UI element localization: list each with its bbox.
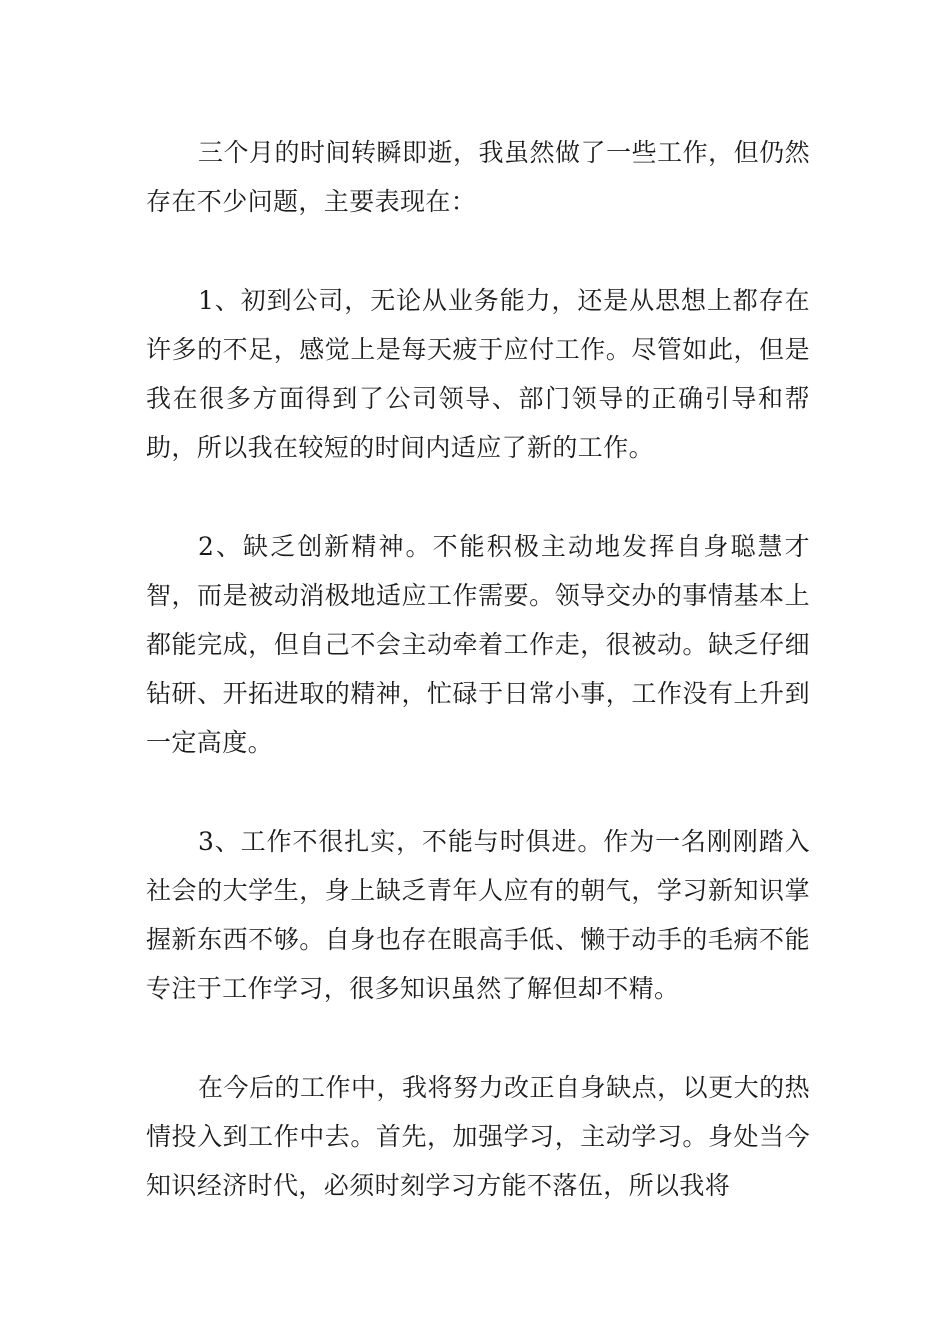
document-body — [146, 128, 810, 1260]
paragraph-plan: 在今后的工作中，我将努力改正自身缺点，以更大的热情投入到工作中去。首先，加强学习，主动学习。身处当今知识经济时代，必须时刻学习方能不落伍，所以我将 — [146, 1072, 810, 1201]
paragraph-issue-1: 1、初到公司，无论从业务能力，还是从思想上都存在许多的不足，感觉上是每天疲于应付工作。尽管如此，但是我在很多方面得到了公司领导、部门领导的正确引导和帮助，所以我在较短的时间内适应了新的工作。 — [146, 285, 810, 463]
paragraph-issue-2: 2、缺乏创新精神。不能积极主动地发挥自身聪慧才智，而是被动消极地适应工作需要。领导交办的事情基本上都能完成，但自己不会主动牵着工作走，很被动。缺乏仔细钻研、开拓进取的精神，忙碌于日常小事，工作没有上升到一定高度。 — [146, 531, 810, 758]
paragraph-issue-3: 3、工作不很扎实，不能与时俱进。作为一名刚刚踏入社会的大学生，身上缺乏青年人应有的朝气，学习新知识掌握新东西不够。自身也存在眼高手低、懒于动手的毛病不能专注于工作学习，很多知识虽然了解但却不精。 — [146, 826, 810, 1004]
paragraph-intro: 三个月的时间转瞬即逝，我虽然做了一些工作，但仍然存在不少问题，主要表现在： — [146, 138, 810, 217]
